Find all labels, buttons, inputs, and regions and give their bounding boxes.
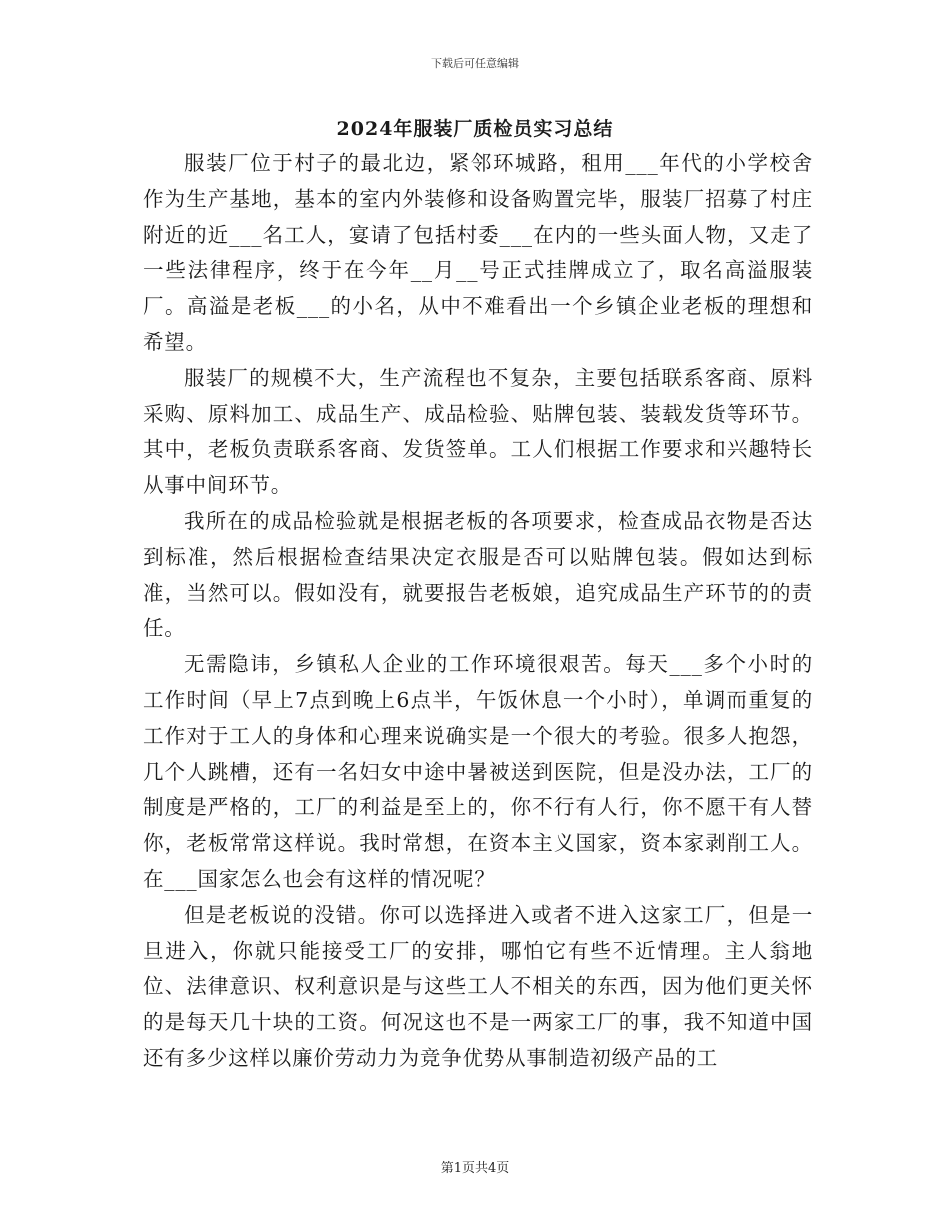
page-number: 第1页共4页 — [440, 1161, 510, 1176]
paragraph-1: 服装厂位于村子的最北边，紧邻环城路，租用___年代的小学校舍作为生产基地，基本的室内外装修和设备购置完毕，服装厂招募了村庄附近的近___名工人，宴请了包括村委___在内的一些头面人物，又走了一些法律程序，终于在今年__月__号正式挂牌成立了，取名高溢服装厂。高溢是老板___的小名，从中不难看出一个乡镇企业老板的理想和希望。 — [143, 151, 813, 354]
paragraph-4: 无需隐讳，乡镇私人企业的工作环境很艰苦。每天___多个小时的工作时间（早上7点到晚上6点半，午饭休息一个小时），单调而重复的工作对于工人的身体和心理来说确实是一个很大的考验。很多人抱怨，几个人跳槽，还有一名妇女中途中暑被送到医院，但是没办法，工厂的制度是严格的，工厂的利益是至上的，你不行有人行，你不愿干有人替你，老板常常这样说。我时常想，在资本主义国家，资本家剥削工人。在___国家怎么也会有这样的情况呢？ — [143, 652, 813, 891]
document-body — [143, 146, 813, 1077]
header-note: 下载后可任意编辑 — [431, 57, 519, 70]
paragraph-3: 我所在的成品检验就是根据老板的各项要求，检查成品衣物是否达到标准，然后根据检查结果决定衣服是否可以贴牌包装。假如达到标准，当然可以。假如没有，就要报告老板娘，追究成品生产环节的的责任。 — [143, 508, 813, 641]
paragraph-2: 服装厂的规模不大，生产流程也不复杂，主要包括联系客商、原料采购、原料加工、成品生产、成品检验、贴牌包装、装载发货等环节。其中，老板负责联系客商、发货签单。工人们根据工作要求和兴趣特长从事中间环节。 — [143, 365, 813, 498]
paragraph-5: 但是老板说的没错。你可以选择进入或者不进入这家工厂，但是一旦进入，你就只能接受工厂的安排，哪怕它有些不近情理。主人翁地位、法律意识、权利意识是与这些工人不相关的东西，因为他们更关怀的是每天几十块的工资。何况这也不是一两家工厂的事，我不知道中国还有多少这样以廉价劳动力为竞争优势从事制造初级产品的工 — [143, 902, 813, 1070]
document-title: 2024年服装厂质检员实习总结 — [336, 118, 614, 140]
